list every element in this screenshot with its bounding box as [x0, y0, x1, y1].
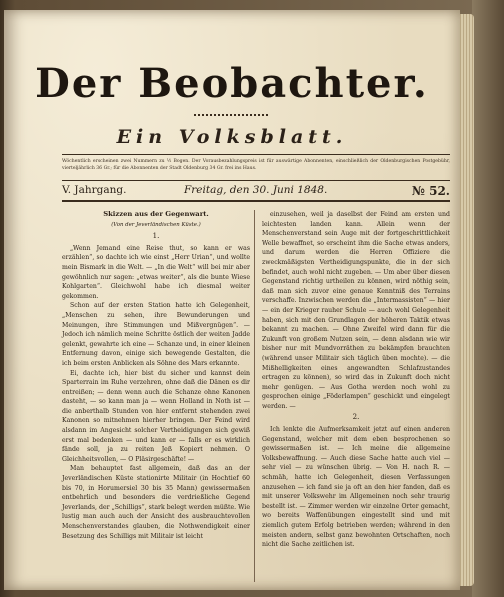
right-column — [262, 210, 450, 550]
paragraph: Ich lenkte die Aufmerksamkeit jetzt auf einen anderen Gegenstand, welcher mit dem eben besprochenen so gewissermaßen ist. — Ich meine die allgemeine Volksbewaffnung. — Auch diese Sache hatte auch viel — sehr viel — zu wünschen übrig. — Von H. nach R. — schmäh, hatte ich Gelegenheit, diesen Verfassungen anzusehen — ich fand sie ja oft an den hier fanden, daß es mit unserer Volkswehr im Allgemeinen noch sehr traurig bestellt ist. — Zimmer werden wir einzelne Orter gemacht, wo bereits Waffenübungen eingestellt sind und mit ziemlich gutem Erfolg betrieben werden; während in den meisten andern, selbst ganz bewohnten Ortschaften, noch nicht die Sache zeitlichen ist. — [262, 426, 450, 549]
volume-label: V. Jahrgang. — [62, 184, 127, 196]
column-divider — [254, 210, 255, 582]
section-number: 1. — [152, 232, 160, 241]
paragraph: Ei, dachte ich, hier bist du sicher und kannst dein Sparterrain im Ruhe verzehren, ohne daß die Dänen es dir entreißen; — denn wenn auch die Schanze ohne Kanonen dasteht, — so kann man ja — wenn Holland in Noth ist — die anberthalb Stunden von hier entfernt stehenden zwei Kanonen so mitnehmen hierher bringen. Der Feind wird alsdann im Angesicht solcher Vertheidigungen sich gewiß erst mal bedenken — und kann er — falls er es wirklich fände soll, ja zu reiten Jeß Kopiert nehmen. O Gleichheitsvollen, — O Pläsirgeschäfte! — — [62, 369, 250, 463]
book-cover-edge — [472, 0, 504, 597]
issue-number: № 52. — [411, 184, 450, 198]
article-subhead: (Von der Jeverländischen Küste.) — [111, 221, 201, 228]
article-heading: Skizzen aus der Gegenwart. — [103, 210, 209, 218]
paragraph: einzusehen, weil ja daselbst der Feind am ersten und leichtesten landen kann. Allein wenn der Menschenverstand sein Auge mit der fortgeschrittlichkeit Welle bewaffnet, so erscheint ihm die Sache etwas anders, und darum werden die Herren Offiziere die zweckmäßigsten Vertheidigungspunkte, die in der sich befindet, auch wohl nicht zugeben. — Um aber über diesen Gegenstand richtig urtheilen zu können, wird nöthig sein, daß man sich zuvor eine genaue Kenntniß des Terrains verschaffe. Inzwischen werden die „Intermassisten“ — hier — ein der Krieger rauher Schule — auch wohl Gelegenheit haben, sich mit den Grundlagen der höheren Taktik etwas bekannt zu machen. — Ohne Zweifel wird dann für die Zukunft von großem Nutzen sein, — denn alsdann wie wir bisher nur mit Mundvorräthen zu bekämpfen brauchten (während unser Militair sich täglich üben mochte). — die Mißhelligkeiten eines angewandten Schlafzustandes ertragen zu können), so wird das in Zukunft doch nicht mehr genügen. — Aus Gotha werden noch wohl zu gesprochen einige „Föderlampen“ geschickt und eingelegt werden. — — [262, 211, 450, 410]
paragraph: „Wenn Jemand eine Reise thut, so kann er was erzählen“, so dachte ich wie einst „Herr Urian“, und wollte mein Bismark in die Welt. — „In die Welt“ will bei mir aber gewöhnlich nur sagen: „etwas weiter“, als die bunte Wiese Kohlgarten“. Gleichwohl habe ich diesmal weiter gekommen. — [62, 244, 250, 300]
section-number: 2. — [352, 413, 360, 422]
issue-date: Freitag, den 30. Juni 1848. — [184, 184, 328, 196]
page-stack-edge — [458, 14, 474, 586]
newspaper-page — [4, 10, 460, 590]
paragraph: Schon auf der ersten Station hatte ich Gelegenheit, „Menschen zu sehen, ihre Bewunderungen und Meinungen, ihre Stimmungen und Mißvergnügen“. — Jedoch ich nämlich meine Schritte östlich der weiten Jadde gelenkt, gewahrte ich eine — Schanze und, in einer kleinen Entfernung davon, einige sich bewegende Gestalten, die ich beim ersten Anblicken als Söhne des Mars erkannte. — [62, 302, 250, 367]
rule-top — [62, 154, 450, 155]
left-column — [62, 210, 250, 541]
masthead-title: Der Beobachter. — [35, 60, 429, 107]
masthead-subtitle: Ein Volksblatt. — [116, 126, 348, 148]
rule-mid — [62, 180, 450, 181]
paragraph: Man behauptet fast allgemein, daß das an der Jeverländischen Küste stationirte Militair (in Hochtief 60 bis 70, in Horumersiel 30 bis 35 Mann) gewissermaßen entbehrlich und besonders die verdrießliche Gegend Jeverlands, der „Schilligs“, stark belegt werden müßte. Wie lustig man auch auch der Ansicht des ausbrauchtevollen Menschenverstandes glauben, die Nothwendigkeit einer Besetzung des Schilligs mit Militair ist leicht — [62, 465, 250, 540]
imprint-text: Wöchentlich erscheinen zwei Nummern zu ½ Bogen. Der Vorausbezahlungspreis ist für auswärtige Abonnenten, einschließlich der Oldenburgischen Postgebühr, vierteljährlich 36 Gr.; für die Abonnenten der Stadt Oldenburg 34 Gr. frei ins Haus. — [62, 159, 450, 171]
dateline — [62, 184, 450, 198]
rule-bottom — [62, 200, 450, 202]
masthead-ornament — [194, 114, 268, 122]
